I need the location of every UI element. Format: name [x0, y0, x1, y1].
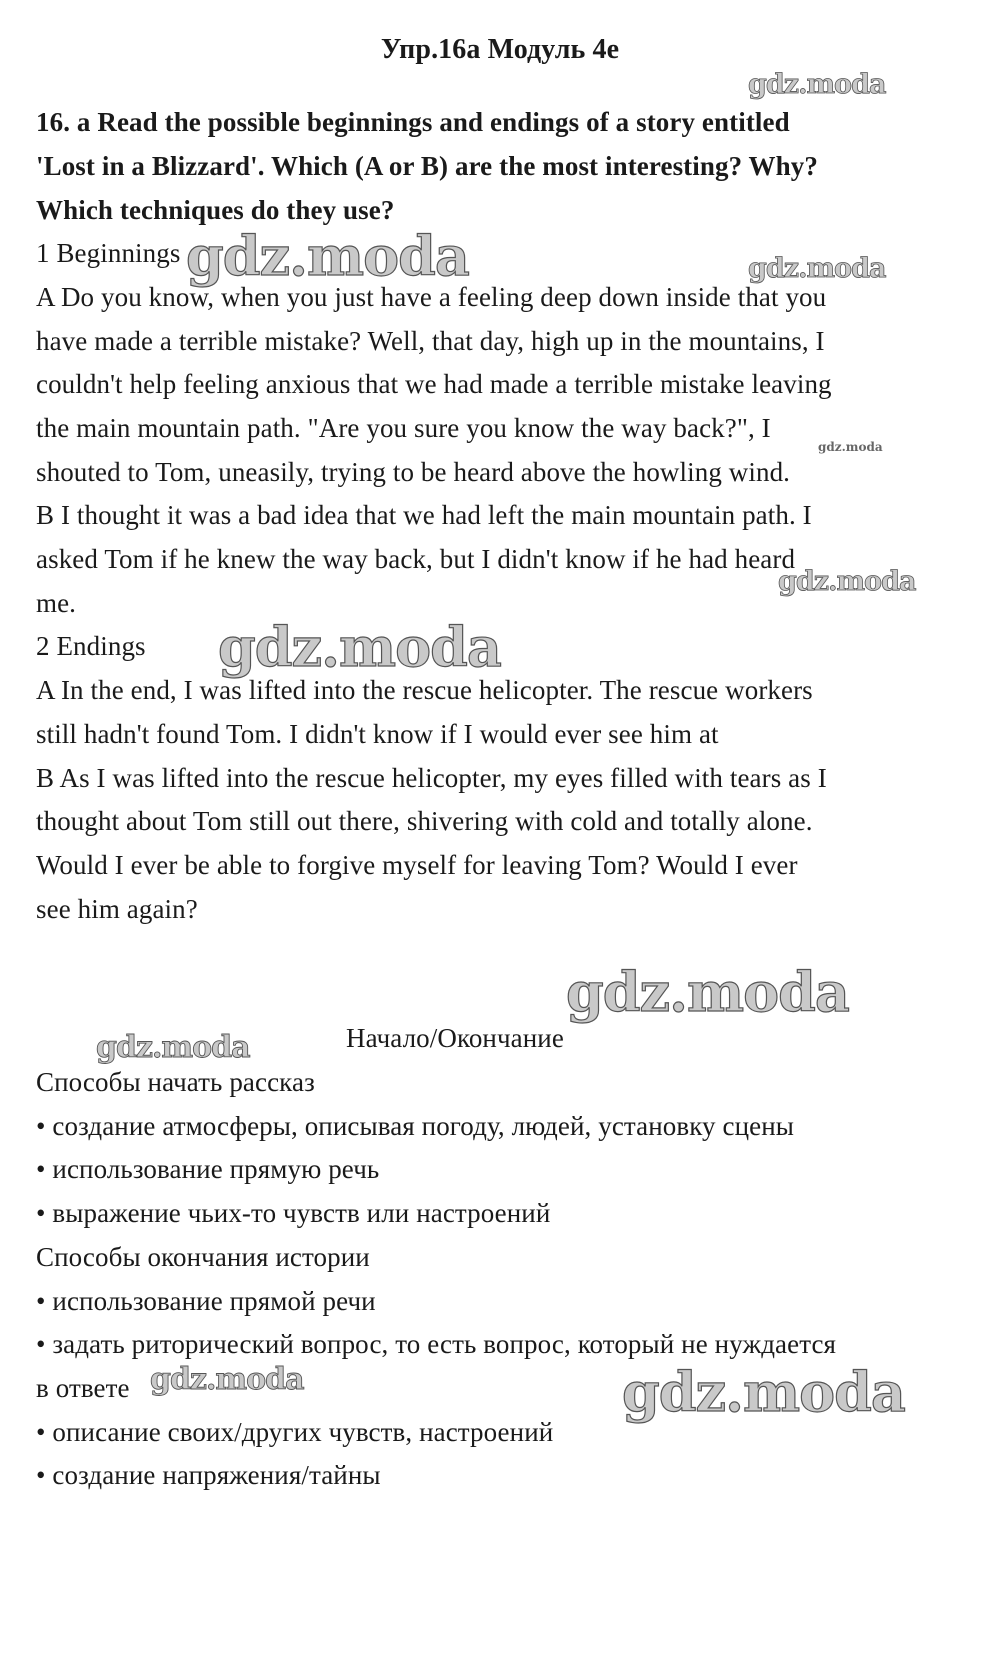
- ending-a-line: still hadn't found Tom. I didn't know if I would ever see him at: [36, 719, 719, 749]
- task-line-3: Which techniques do they use?: [36, 195, 395, 225]
- watermark: gdz.moda: [186, 224, 469, 288]
- beginning-a-line: shouted to Tom, uneasily, trying to be heard above the howling wind.: [36, 457, 791, 487]
- answer-end-item: • создание напряжения/тайны: [36, 1460, 381, 1490]
- beginning-b-line: me.: [36, 588, 77, 618]
- answer-end-item: в ответе: [36, 1373, 130, 1403]
- beginning-a-line: A Do you know, when you just have a feeling deep down inside that you: [36, 282, 827, 312]
- endings-heading: 2 Endings: [36, 631, 146, 661]
- task-line-2: 'Lost in a Blizzard'. Which (A or B) are the most interesting? Why?: [36, 151, 818, 181]
- answer-end-item: • описание своих/других чувств, настроений: [36, 1417, 554, 1447]
- answer-start-item: • использование прямую речь: [36, 1154, 380, 1184]
- beginning-a-line: couldn't help feeling anxious that we had made a terrible mistake leaving: [36, 369, 832, 399]
- beginning-b-line: asked Tom if he knew the way back, but I didn't know if he had heard: [36, 544, 796, 574]
- answer-end-title: Способы окончания истории: [36, 1242, 370, 1272]
- answer-heading: Начало/Окончание: [346, 1023, 564, 1053]
- beginning-a-line: the main mountain path. "Are you sure you know the way back?", I: [36, 413, 771, 443]
- beginnings-heading: 1 Beginnings: [36, 238, 181, 268]
- answer-start-item: • выражение чьих-то чувств или настроений: [36, 1198, 551, 1228]
- answer-end-item: • задать риторический вопрос, то есть вопрос, который не нуждается: [36, 1329, 837, 1359]
- watermark: gdz.moda: [748, 253, 886, 284]
- watermark: gdz.moda: [566, 960, 849, 1024]
- beginning-a-line: have made a terrible mistake? Well, that day, high up in the mountains, I: [36, 326, 825, 356]
- ending-b-line: Would I ever be able to forgive myself for leaving Tom? Would I ever: [36, 850, 798, 880]
- watermark: gdz.moda: [778, 566, 916, 597]
- watermark: gdz.moda: [748, 69, 886, 100]
- answer-start-title: Способы начать рассказ: [36, 1067, 315, 1097]
- ending-b-line: B As I was lifted into the rescue helicopter, my eyes filled with tears as I: [36, 763, 827, 793]
- page-title: Упр.16а Модуль 4е: [380, 34, 620, 65]
- ending-b-line: see him again?: [36, 894, 198, 924]
- answer-end-item: • использование прямой речи: [36, 1286, 376, 1316]
- task-line-1: 16. a Read the possible beginnings and endings of a story entitled: [36, 107, 790, 137]
- watermark: gdz.moda: [818, 440, 883, 454]
- ending-b-line: thought about Tom still out there, shivering with cold and totally alone.: [36, 806, 813, 836]
- ending-a-line: A In the end, I was lifted into the rescue helicopter. The rescue workers: [36, 675, 813, 705]
- watermark: gdz.moda: [150, 1362, 304, 1397]
- watermark: gdz.moda: [622, 1360, 905, 1424]
- beginning-b-line: B I thought it was a bad idea that we had left the main mountain path. I: [36, 500, 812, 530]
- answer-start-item: • создание атмосферы, описывая погоду, людей, установку сцены: [36, 1111, 794, 1141]
- watermark: gdz.moda: [218, 615, 501, 679]
- watermark: gdz.moda: [96, 1030, 250, 1065]
